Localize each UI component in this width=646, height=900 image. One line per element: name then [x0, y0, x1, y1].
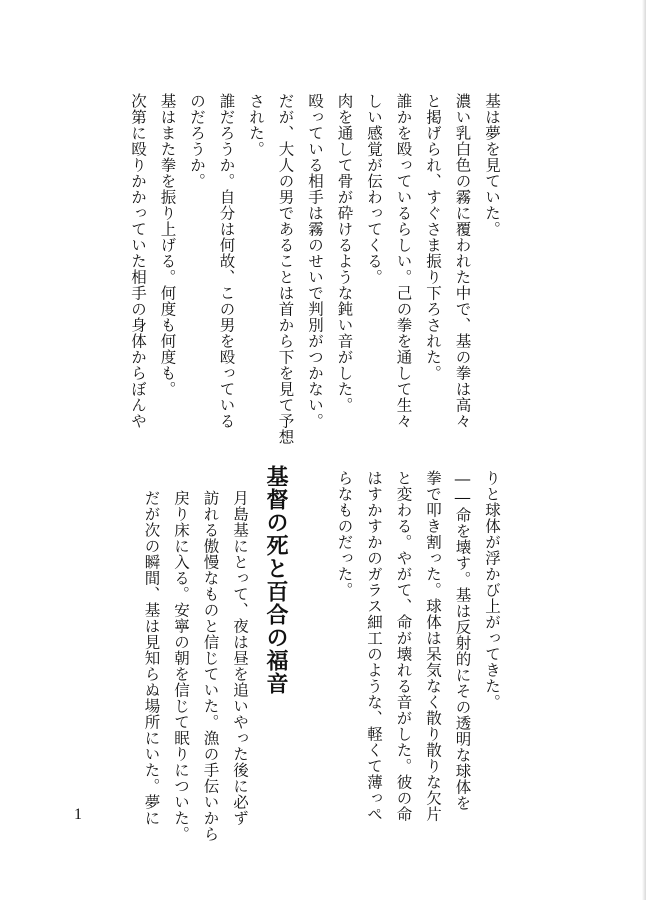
- text-line: ――命を壊す。基は反射的にその透明な球体を: [453, 470, 472, 811]
- text-line: 基は夢を見ていた。: [483, 93, 501, 237]
- text-line: 誰だろうか。自分は何故、この男を殴っている: [217, 93, 236, 429]
- text-line: 誰かを殴っているらしい。己の拳を通して生々: [394, 93, 413, 429]
- text-line: 殴っている相手は霧のせいで判別がつかない。: [306, 93, 324, 429]
- page-number: 1: [74, 806, 82, 823]
- text-line: のだろうか。: [188, 93, 206, 189]
- bottom-right-text-block: [329, 470, 506, 822]
- bottom-left-text-block: [136, 490, 254, 842]
- text-line: 月島基にとって、夜は昼を追いやった後に必ず: [231, 490, 249, 826]
- text-line: と掲げられ、すぐさま振り下ろされた。: [424, 93, 442, 381]
- text-line: しい感覚が伝わってくる。: [365, 93, 383, 285]
- text-line: 基はまた拳を振り上げる。何度も何度も。: [158, 93, 177, 397]
- text-line: 拳で叩き割った。球体は呆気なく散り散りな欠片: [424, 470, 442, 822]
- text-line: はすかすかのガラス細工のような、軽くて薄っぺ: [365, 470, 383, 822]
- text-line: された。: [247, 93, 265, 157]
- text-line: 訪れる傲慢なものと信じていた。漁の手伝いから: [201, 490, 220, 842]
- top-text-block: [123, 93, 507, 445]
- text-line: らなものだった。: [335, 470, 354, 598]
- text-line: と変わる。やがて、命が壊れる音がした。彼の命: [394, 470, 413, 822]
- text-line: りと球体が浮かび上がってきた。: [483, 470, 501, 710]
- text-line: だが次の瞬間、基は見知らぬ場所にいた。夢に: [142, 490, 161, 826]
- text-line: 次第に殴りかかっていた相手の身体からぼんや: [129, 93, 147, 429]
- text-line: 濃い乳白色の霧に覆われた中で、基の拳は高々: [453, 93, 472, 429]
- text-line: 戻り床に入る。安寧の朝を信じて眠りについた。: [172, 490, 190, 842]
- text-line: 肉を通して骨が砕けるような鈍い音がした。: [335, 93, 354, 413]
- page-edge-shadow: [642, 0, 646, 900]
- text-line: だが、大人の男であることは首から下を見て予想: [276, 93, 295, 445]
- section-heading: 基督の死と百合の福音: [263, 465, 288, 695]
